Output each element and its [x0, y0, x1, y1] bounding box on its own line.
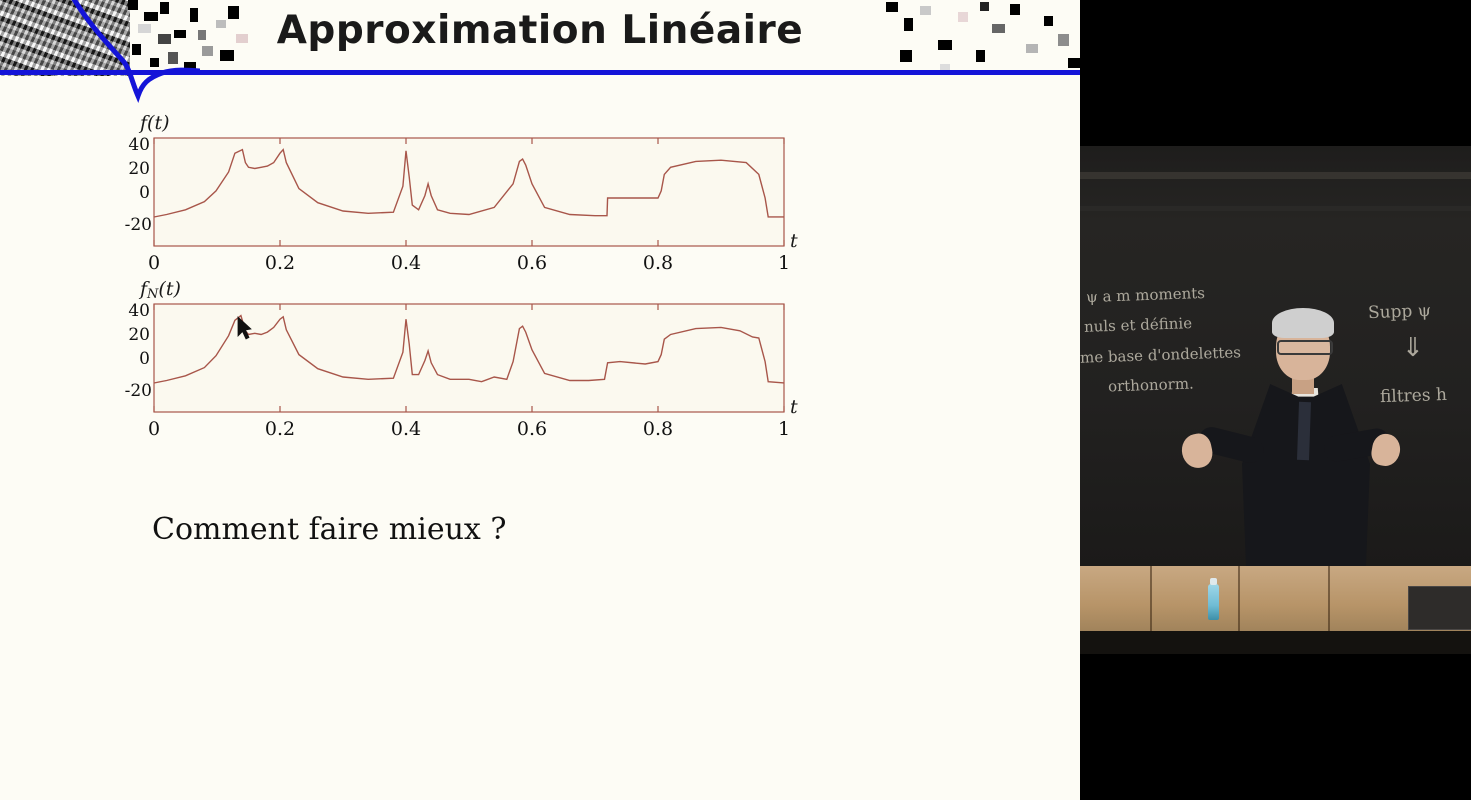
plot-fN-ylabel-main: f — [140, 278, 148, 300]
blackboard-rail-top — [1080, 172, 1471, 179]
presenter-tie — [1297, 402, 1311, 460]
slide-header — [0, 0, 1080, 76]
header-rule — [0, 70, 1080, 75]
plot-f-ylabel: f(t) — [140, 112, 170, 134]
svg-text:0: 0 — [139, 183, 150, 203]
plot-f-canvas — [118, 112, 818, 282]
plot-fN — [118, 278, 818, 448]
svg-text:40: 40 — [128, 301, 150, 321]
blackboard-note-6: filtres h — [1379, 384, 1448, 408]
svg-text:40: 40 — [128, 135, 150, 155]
svg-text:0.6: 0.6 — [516, 252, 548, 274]
video-letterbox-top — [1080, 0, 1471, 146]
blackboard-note-3: me base d'ondelettes — [1080, 343, 1242, 367]
svg-text:0.8: 0.8 — [642, 418, 674, 440]
blackboard-note-5: Supp ψ — [1367, 300, 1432, 324]
svg-text:0.8: 0.8 — [642, 252, 674, 274]
blackboard-note-2: nuls et définie — [1083, 314, 1193, 336]
water-bottle — [1208, 584, 1219, 620]
svg-text:0: 0 — [147, 252, 161, 274]
glasses-icon — [1277, 340, 1333, 355]
plot-fN-ylabel — [140, 278, 181, 302]
svg-text:-20: -20 — [124, 381, 152, 401]
svg-text:1: 1 — [777, 418, 791, 440]
video-letterbox-bottom — [1080, 654, 1471, 800]
svg-text:0.4: 0.4 — [390, 252, 422, 274]
svg-text:0: 0 — [139, 349, 150, 369]
svg-text:0.6: 0.6 — [516, 418, 548, 440]
plot-fN-canvas — [118, 278, 818, 448]
slide-question-text: Comment faire mieux ? — [152, 512, 507, 547]
svg-text:-20: -20 — [124, 215, 152, 235]
desk-seam-2 — [1238, 566, 1240, 631]
plot-f-xlabel: t — [790, 230, 798, 252]
plot-fN-xlabel: t — [790, 396, 798, 418]
plot-f — [118, 112, 818, 282]
plot-fN-ylabel-sub: N — [147, 287, 159, 302]
svg-text:20: 20 — [128, 325, 150, 345]
video-panel[interactable] — [1080, 0, 1471, 800]
desk-seam-1 — [1150, 566, 1152, 631]
blackboard-rail-second — [1080, 206, 1471, 211]
presenter-hair — [1272, 308, 1334, 338]
page-title: Approximation Linéaire — [276, 8, 804, 53]
video-frame — [1080, 146, 1471, 654]
water-bottle-cap — [1210, 578, 1217, 585]
desk-shadow — [1080, 631, 1471, 654]
svg-text:0: 0 — [147, 418, 161, 440]
blackboard-note-4: orthonorm. — [1107, 374, 1195, 396]
svg-text:0.2: 0.2 — [264, 252, 296, 274]
blackboard-note-1: ψ a m moments — [1085, 283, 1206, 307]
down-arrow-icon: ⇓ — [1402, 332, 1424, 362]
svg-text:1: 1 — [777, 252, 791, 274]
laptop — [1408, 586, 1471, 630]
desk-seam-3 — [1328, 566, 1330, 631]
plot-fN-ylabel-tail: (t) — [158, 278, 181, 300]
svg-text:0.2: 0.2 — [264, 418, 296, 440]
svg-text:0.4: 0.4 — [390, 418, 422, 440]
svg-text:20: 20 — [128, 159, 150, 179]
